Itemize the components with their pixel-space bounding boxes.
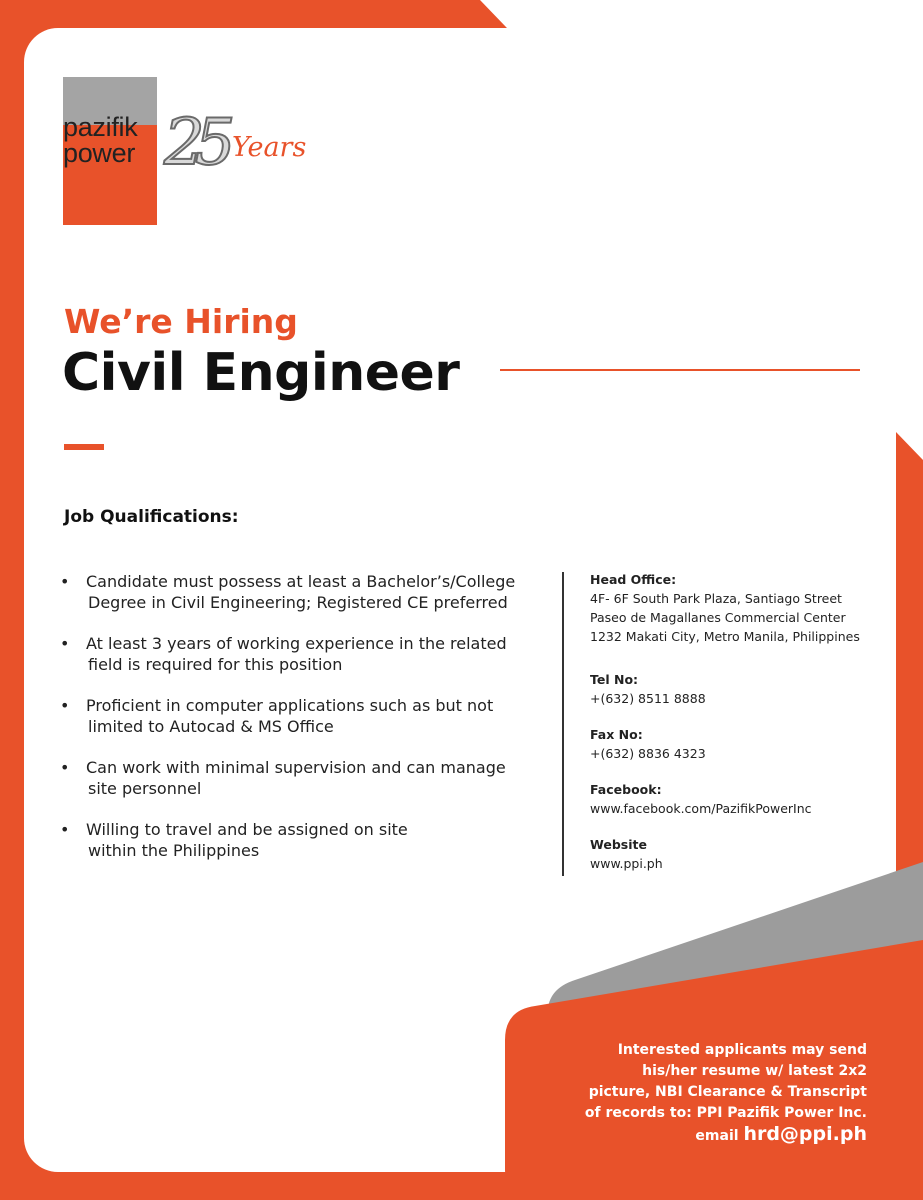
fax-number: +(632) 8836 4323 [590, 746, 706, 761]
contact-panel [590, 570, 890, 890]
head-office-label: Head Office: [590, 572, 677, 587]
qualification-line: Candidate must possess at least a Bachelor’s/College [86, 572, 516, 591]
apply-line: Interested applicants may send [617, 1042, 867, 1058]
job-title: Civil Engineer [62, 343, 460, 403]
bullet-icon: • [60, 696, 70, 715]
qualification-item [60, 633, 540, 675]
apply-line: his/her resume w/ latest 2x2 [642, 1063, 867, 1079]
qualification-item [60, 695, 540, 737]
tel-group [590, 670, 890, 708]
qualification-line: Willing to travel and be assigned on site [86, 820, 408, 839]
anniversary-word: Years [232, 132, 307, 163]
fax-label: Fax No: [590, 727, 643, 742]
qualification-item [60, 757, 540, 799]
qualification-line: site personnel [88, 779, 202, 798]
qualification-line: At least 3 years of working experience in the related [86, 634, 507, 653]
accent-divider [64, 444, 104, 450]
qualification-line: Proficient in computer applications such as but not [86, 696, 494, 715]
facebook-label: Facebook: [590, 782, 662, 797]
application-instructions [537, 1040, 867, 1147]
head-office-line: Paseo de Magallanes Commercial Center [590, 610, 846, 625]
website-link[interactable]: www.ppi.ph [590, 856, 663, 871]
tel-number[interactable]: +(632) 8511 8888 [590, 691, 706, 706]
qualification-line: limited to Autocad & MS Office [88, 717, 334, 736]
fax-group [590, 725, 890, 763]
bullet-icon: • [60, 820, 70, 839]
bullet-icon: • [60, 572, 70, 591]
hiring-heading: We’re Hiring [64, 302, 298, 341]
facebook-link[interactable]: www.facebook.com/PazifikPowerInc [590, 801, 812, 816]
head-office-line: 1232 Makati City, Metro Manila, Philippines [590, 629, 860, 644]
qualification-line: Degree in Civil Engineering; Registered CE preferred [88, 593, 508, 612]
qualifications-list [60, 571, 540, 881]
logo-word-pazifik: pazifik [63, 112, 138, 142]
apply-line: of records to: PPI Pazifik Power Inc. [584, 1105, 867, 1121]
email-label: email [695, 1128, 739, 1144]
logo-word-power: power [63, 138, 136, 168]
qualification-line: field is required for this position [88, 655, 343, 674]
qualification-item [60, 571, 540, 613]
tel-label: Tel No: [590, 672, 639, 687]
qualification-item [60, 819, 540, 861]
website-label: Website [590, 837, 647, 852]
bullet-icon: • [60, 758, 70, 777]
anniversary-number: 25 [164, 106, 226, 180]
qualifications-heading: Job Qualifications: [64, 507, 239, 527]
head-office-group [590, 570, 890, 646]
website-group [590, 835, 890, 873]
head-office-line: 4F- 6F South Park Plaza, Santiago Street [590, 591, 842, 606]
title-divider [500, 369, 860, 371]
bullet-icon: • [60, 634, 70, 653]
apply-email-line [537, 1124, 867, 1147]
qualification-line: within the Philippines [88, 841, 260, 860]
email-link[interactable]: hrd@ppi.ph [743, 1123, 867, 1145]
facebook-group [590, 780, 890, 818]
qualification-line: Can work with minimal supervision and can manage [86, 758, 506, 777]
apply-line: picture, NBI Clearance & Transcript [588, 1084, 867, 1100]
contact-divider [562, 572, 564, 876]
